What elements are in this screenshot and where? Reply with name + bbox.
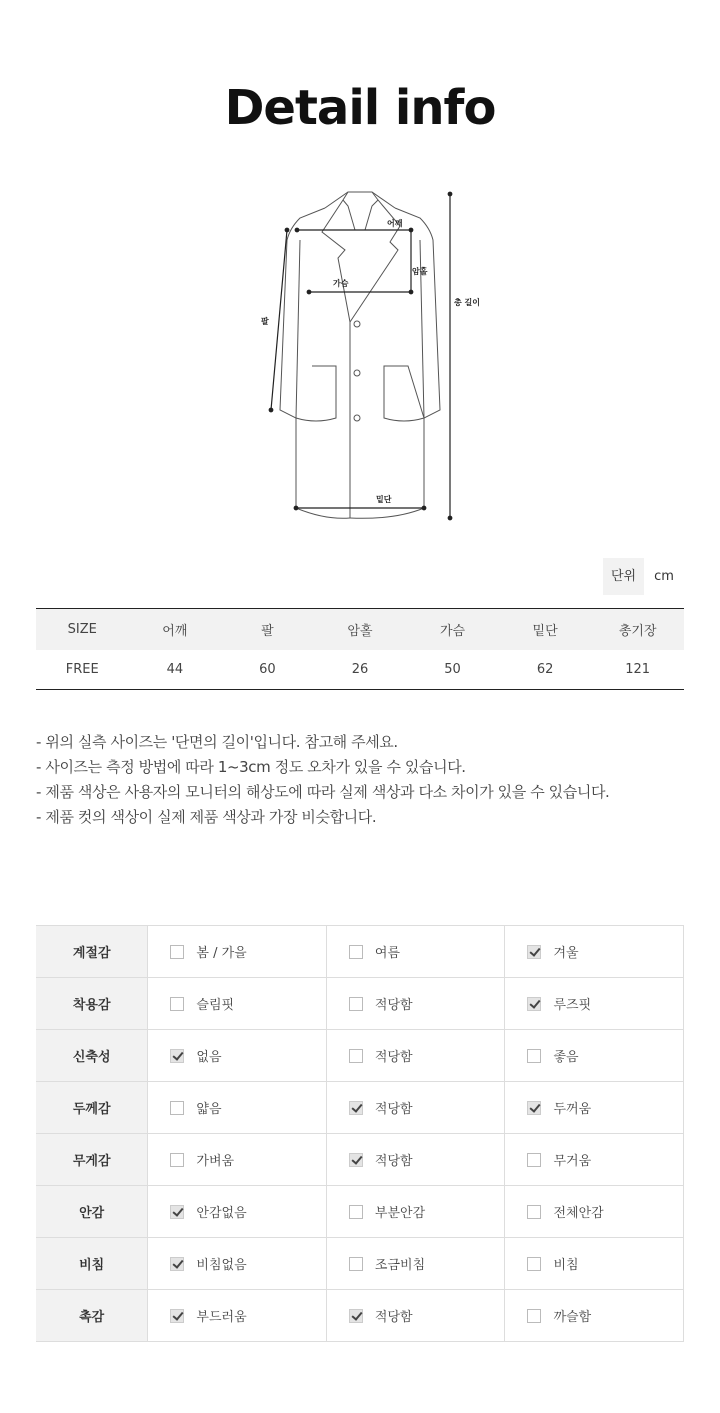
feel-option[interactable] <box>505 926 684 978</box>
feel-option[interactable] <box>326 926 505 978</box>
label-armhole: 암홀 <box>412 267 428 276</box>
note-item: - 사이즈는 측정 방법에 따라 1~3cm 정도 오차가 있을 수 있습니다. <box>36 758 466 776</box>
feel-option-label: 얇음 <box>196 1102 222 1117</box>
feel-option[interactable] <box>148 1238 327 1290</box>
feel-option-label: 적당함 <box>374 1102 413 1117</box>
table-row <box>36 1186 684 1238</box>
checked-checkbox-icon[interactable] <box>170 1309 184 1323</box>
feel-option[interactable] <box>326 1238 505 1290</box>
feel-row-label: 비침 <box>36 1238 148 1290</box>
feel-option-label: 봄 / 가을 <box>196 946 247 961</box>
checkbox-icon[interactable] <box>349 997 363 1011</box>
feel-option[interactable] <box>505 1290 684 1342</box>
checkbox-icon[interactable] <box>170 997 184 1011</box>
table-row <box>36 1290 684 1342</box>
feel-option[interactable] <box>326 1290 505 1342</box>
label-hem: 밑단 <box>376 495 392 504</box>
feel-option-label: 없음 <box>196 1050 222 1065</box>
size-header-cell: 팔 <box>261 623 274 639</box>
feel-option[interactable] <box>505 1186 684 1238</box>
size-header-cell: 밑단 <box>532 623 558 639</box>
feel-option[interactable] <box>148 1186 327 1238</box>
size-cell: 26 <box>351 661 369 677</box>
feel-row-label: 계절감 <box>36 926 148 978</box>
feel-option-label: 무거움 <box>553 1154 592 1169</box>
feel-option-label: 두꺼움 <box>553 1102 592 1117</box>
checked-checkbox-icon[interactable] <box>349 1309 363 1323</box>
label-shoulder: 어깨 <box>387 219 403 228</box>
feel-row-label: 두께감 <box>36 1082 148 1134</box>
table-row <box>36 1082 684 1134</box>
feel-option-label: 가벼움 <box>196 1154 235 1169</box>
size-cell: 62 <box>536 661 554 677</box>
label-chest: 가슴 <box>333 279 349 288</box>
note-item: - 제품 컷의 색상이 실제 제품 색상과 가장 비슷합니다. <box>36 808 377 826</box>
size-cell: 121 <box>625 661 651 677</box>
checkbox-icon[interactable] <box>349 1257 363 1271</box>
feel-option[interactable] <box>148 1030 327 1082</box>
feel-option-label: 부드러움 <box>196 1310 247 1325</box>
checkbox-icon[interactable] <box>349 1049 363 1063</box>
feel-option-label: 안감없음 <box>196 1206 247 1221</box>
checked-checkbox-icon[interactable] <box>170 1257 184 1271</box>
feel-option[interactable] <box>148 978 327 1030</box>
feel-option[interactable] <box>148 1290 327 1342</box>
unit-value: cm <box>654 569 674 584</box>
checkbox-icon[interactable] <box>170 1101 184 1115</box>
checkbox-icon[interactable] <box>349 1205 363 1219</box>
feel-option[interactable] <box>148 1134 327 1186</box>
feel-option-label: 비침없음 <box>196 1258 247 1273</box>
product-feel-table <box>36 925 684 1342</box>
feel-option-label: 좋음 <box>553 1050 579 1065</box>
size-notes <box>36 730 696 830</box>
feel-option[interactable] <box>326 1082 505 1134</box>
feel-option[interactable] <box>326 978 505 1030</box>
feel-option-label: 적당함 <box>374 998 413 1013</box>
feel-option-label: 여름 <box>374 946 401 961</box>
checkbox-icon[interactable] <box>527 1205 541 1219</box>
size-header-cell: 암홀 <box>347 623 373 639</box>
size-cell: 60 <box>259 661 276 677</box>
feel-row-label: 촉감 <box>36 1290 148 1342</box>
size-header-cell: SIZE <box>67 621 97 637</box>
size-cell: 50 <box>444 661 461 677</box>
feel-option-label: 겨울 <box>553 946 579 961</box>
table-row <box>36 1238 684 1290</box>
feel-option-label: 전체안감 <box>553 1206 604 1221</box>
checkbox-icon[interactable] <box>527 1257 541 1271</box>
page-title: Detail info <box>224 80 496 136</box>
feel-row-label: 안감 <box>36 1186 148 1238</box>
table-row <box>36 1134 684 1186</box>
coat-diagram <box>240 180 480 530</box>
checked-checkbox-icon[interactable] <box>527 1101 541 1115</box>
checked-checkbox-icon[interactable] <box>349 1153 363 1167</box>
feel-option[interactable] <box>148 1082 327 1134</box>
size-cell: FREE <box>65 661 99 677</box>
table-row <box>36 650 684 690</box>
feel-option[interactable] <box>326 1030 505 1082</box>
feel-option[interactable] <box>505 1082 684 1134</box>
feel-option[interactable] <box>326 1186 505 1238</box>
feel-option-label: 적당함 <box>374 1310 413 1325</box>
feel-option[interactable] <box>326 1134 505 1186</box>
feel-option[interactable] <box>148 926 327 978</box>
table-row <box>36 1030 684 1082</box>
table-row <box>36 926 684 978</box>
coat-illustration <box>240 180 480 530</box>
feel-row-label: 무게감 <box>36 1134 148 1186</box>
note-item: - 제품 색상은 사용자의 모니터의 해상도에 따라 실제 색상과 다소 차이가 있을 수 있습니다. <box>36 783 610 801</box>
checked-checkbox-icon[interactable] <box>527 945 541 959</box>
feel-option[interactable] <box>505 1134 684 1186</box>
checkbox-icon[interactable] <box>349 945 363 959</box>
feel-row-label: 착용감 <box>36 978 148 1030</box>
feel-option-label: 적당함 <box>374 1154 413 1169</box>
checked-checkbox-icon[interactable] <box>527 997 541 1011</box>
feel-option[interactable] <box>505 1030 684 1082</box>
label-sleeve: 팔 <box>261 317 269 326</box>
feel-option[interactable] <box>505 978 684 1030</box>
size-header-cell: 총기장 <box>618 623 657 639</box>
feel-option-label: 부분안감 <box>374 1206 426 1221</box>
checkbox-icon[interactable] <box>527 1049 541 1063</box>
feel-option-label: 비침 <box>553 1258 579 1273</box>
unit-label: 단위 <box>603 558 644 595</box>
feel-option-label: 조금비침 <box>374 1258 426 1273</box>
note-item: - 위의 실측 사이즈는 '단면의 길이'입니다. 참고해 주세요. <box>36 733 398 751</box>
feel-option-label: 적당함 <box>374 1050 413 1065</box>
checked-checkbox-icon[interactable] <box>349 1101 363 1115</box>
feel-option[interactable] <box>505 1238 684 1290</box>
checked-checkbox-icon[interactable] <box>170 1049 184 1063</box>
checkbox-icon[interactable] <box>170 945 184 959</box>
label-total-length: 총 길이 <box>454 298 480 307</box>
checked-checkbox-icon[interactable] <box>170 1205 184 1219</box>
feel-row-label: 신축성 <box>36 1030 148 1082</box>
size-header-cell: 어깨 <box>162 623 188 639</box>
table-row <box>36 978 684 1030</box>
size-table-header-row <box>36 609 684 650</box>
size-header-cell: 가슴 <box>439 623 466 639</box>
checkbox-icon[interactable] <box>170 1153 184 1167</box>
unit-indicator <box>603 558 674 595</box>
size-table <box>36 608 684 690</box>
checkbox-icon[interactable] <box>527 1153 541 1167</box>
size-cell: 44 <box>166 661 184 677</box>
feel-option-label: 슬림핏 <box>196 998 235 1013</box>
feel-option-label: 까슬함 <box>553 1310 592 1325</box>
checkbox-icon[interactable] <box>527 1309 541 1323</box>
feel-option-label: 루즈핏 <box>553 998 592 1013</box>
